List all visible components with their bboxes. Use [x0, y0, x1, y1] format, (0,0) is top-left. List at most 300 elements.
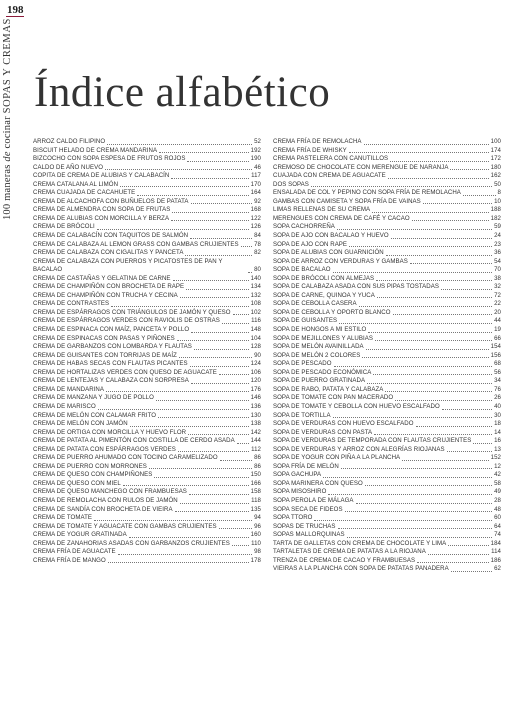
index-entry-title: CREMA DE CALABAZA CON CIGALITAS Y PANCETA — [33, 249, 184, 257]
dot-leader — [185, 255, 252, 256]
index-entry-title: CREMA DE ALUBIAS CON MORCILLA Y BERZA — [33, 214, 170, 222]
index-entry-page: 14 — [494, 428, 501, 436]
index-entry-title: CREMA FRÍA DE AGUACATE — [33, 548, 116, 556]
index-entry-title: CALDO DE AÑO NUEVO — [33, 163, 103, 171]
index-entry-page: 70 — [494, 266, 501, 274]
index-entry-title: ENSALADA DE COL Y PEPINO CON SOPA FRÍA DE REMOLACHA — [273, 189, 461, 197]
index-entry — [33, 514, 261, 523]
index-entry — [273, 292, 501, 301]
index-entry — [273, 369, 501, 378]
index-entry-title: BISCUIT HELADO DE CREMA MANDARINA — [33, 146, 158, 154]
index-entry-title: CUAJADA CON CREMA DE AGUACATE — [273, 172, 386, 180]
index-entry-title: CREMA DE CALABAZA CON PUERROS Y PICATOSTES DE PAN Y BACALAO — [33, 257, 223, 274]
dot-leader — [323, 477, 492, 478]
index-entry-page: 152 — [490, 454, 501, 462]
index-entry-page: 135 — [250, 505, 261, 513]
index-entry-title: SOPA GACHUPA — [273, 471, 322, 479]
index-entry — [273, 283, 501, 292]
running-title-connector: de — [2, 151, 13, 162]
index-entry-page: 94 — [254, 514, 261, 522]
dot-leader — [173, 280, 249, 281]
index-entry-page: 178 — [250, 556, 261, 564]
index-entry — [273, 540, 501, 549]
index-entry-page: 174 — [490, 146, 501, 154]
page-number: 198 — [7, 4, 24, 16]
dot-leader — [98, 409, 249, 410]
dot-leader — [159, 152, 249, 153]
running-title-prefix: 100 maneras — [2, 164, 13, 221]
index-entry — [273, 488, 501, 497]
index-entry — [33, 437, 261, 446]
dot-leader — [448, 545, 488, 546]
index-entry-title: CREMA DE TOMATE Y AGUACATE CON GAMBAS CRUJIENTES — [33, 522, 217, 530]
index-entry — [33, 275, 261, 284]
index-entry — [33, 360, 261, 369]
index-entry-title: LIMAS RELLENAS DE SU CREMA — [273, 206, 371, 214]
index-entry-page: 60 — [494, 514, 501, 522]
index-entry — [273, 360, 501, 369]
index-entry — [33, 394, 261, 403]
index-entry-page: 108 — [250, 300, 261, 308]
dot-leader — [372, 212, 489, 213]
index-entry-page: 160 — [250, 531, 261, 539]
index-entry-page: 58 — [494, 479, 501, 487]
index-entry-title: CREMA DE ORTIGA CON MORCILLA Y HUEVO FLOR — [33, 428, 187, 436]
index-entry-page: 92 — [254, 197, 261, 205]
index-entry — [33, 548, 261, 557]
dot-leader — [412, 220, 489, 221]
index-entry — [33, 386, 261, 395]
index-entry-page: 52 — [254, 138, 261, 145]
index-entry — [33, 488, 261, 497]
index-entry-page: 49 — [494, 488, 501, 496]
index-entry-page: 154 — [490, 343, 501, 351]
index-entry-page: 156 — [490, 351, 501, 359]
index-entry-page: 150 — [250, 471, 261, 479]
index-entry-title: CREMA FRÍA DE WHISKY — [273, 146, 347, 154]
index-entry — [33, 523, 261, 532]
index-entry-title: CREMA DE MANZANA Y JUGO DE POLLO — [33, 394, 154, 402]
index-entry-title: SOPA DE RABO, PATATA Y CALABAZA — [273, 385, 384, 393]
index-entry-title: SOPA DE PUERRO GRATINADA — [273, 377, 366, 385]
index-entry-page: 120 — [250, 377, 261, 385]
index-column-left — [33, 138, 261, 565]
index-entry-title: SOPA DE BACALAO — [273, 266, 331, 274]
index-entry-title: VIEIRAS A LA PLANCHA CON SOPA DE PATATAS PANADERA — [273, 565, 449, 573]
index-entry-page: 112 — [251, 445, 261, 453]
index-entry-title: SOPA DE MELÓN 2 COLORES — [273, 351, 361, 359]
dot-leader — [393, 314, 493, 315]
dot-leader — [97, 229, 249, 230]
index-entry-title: COPITA DE CREMA DE ALUBIAS Y CALABACÍN — [33, 172, 170, 180]
index-entry — [273, 403, 501, 412]
dot-leader — [191, 383, 249, 384]
dot-leader — [364, 144, 489, 145]
index-entry — [33, 189, 261, 198]
dot-leader — [447, 451, 492, 452]
index-entry-title: CREMA DE ESPÁRRAGOS CON TRIÁNGULOS DE JAMÓN Y QUESO — [33, 308, 231, 316]
index-entry — [273, 300, 501, 309]
index-entry-title: SOPA PEROLA DE MÁLAGA — [273, 496, 354, 504]
index-entry-page: 117 — [251, 172, 261, 180]
index-entry-page: 66 — [494, 334, 501, 342]
index-entry-page: 130 — [250, 411, 261, 419]
dot-leader — [233, 314, 249, 315]
running-header — [0, 0, 30, 719]
index-entry — [273, 531, 501, 540]
index-entry-title: SOPA TTORO — [273, 514, 313, 522]
dot-leader — [190, 238, 252, 239]
index-entry-page: 180 — [490, 163, 501, 171]
dot-leader — [187, 161, 248, 162]
index-entry — [33, 412, 261, 421]
dot-leader — [123, 485, 249, 486]
dot-leader — [423, 203, 492, 204]
index-entry — [273, 335, 501, 344]
index-entry — [33, 352, 261, 361]
index-entry — [33, 480, 261, 489]
dot-leader — [395, 400, 492, 401]
index-entry — [33, 292, 261, 301]
index-entry-page: 86 — [254, 462, 261, 470]
index-entry-page: 68 — [494, 360, 501, 368]
index-entry — [273, 394, 501, 403]
dot-leader — [362, 357, 488, 358]
index-entry-page: 144 — [250, 437, 261, 445]
index-entry — [33, 454, 261, 463]
index-entry — [273, 326, 501, 335]
page-title: Índice alfabético — [34, 69, 331, 116]
index-entry-page: 76 — [494, 385, 501, 393]
index-entry-page: 186 — [490, 556, 501, 564]
index-entry-page: 50 — [494, 180, 501, 188]
index-entry — [273, 181, 501, 190]
index-entry-title: CREMA DE CONTRASTES — [33, 300, 110, 308]
index-entry-page: 128 — [250, 343, 261, 351]
index-entry-page: 166 — [250, 479, 261, 487]
index-entry-title: SOPA DE PESCADO — [273, 360, 332, 368]
index-entry — [273, 258, 501, 267]
index-entry — [33, 429, 261, 438]
dot-leader — [367, 383, 492, 384]
index-entry — [33, 497, 261, 506]
index-entry-page: 136 — [250, 402, 261, 410]
dot-leader — [441, 289, 492, 290]
index-entry-title: CREMA DE MANDARINA — [33, 385, 104, 393]
index-entry — [33, 258, 261, 275]
index-entry-title: CREMA CUAJADA DE CACAHUETE — [33, 189, 136, 197]
index-entry — [33, 232, 261, 241]
index-entry — [273, 241, 501, 250]
index-entry-page: 12 — [494, 462, 501, 470]
index-entry — [273, 215, 501, 224]
index-entry — [273, 463, 501, 472]
dot-leader — [463, 195, 496, 196]
index-entry-title: CREMA DE LENTEJAS Y CALABAZA CON SORPRESA — [33, 377, 189, 385]
dot-leader — [366, 349, 489, 350]
index-entry-title: SOPA DE ALUBIAS CON GUARNICIÓN — [273, 249, 384, 257]
index-entry — [273, 523, 501, 532]
index-entry — [273, 266, 501, 275]
dot-leader — [172, 212, 248, 213]
dot-leader — [219, 374, 249, 375]
dot-leader — [137, 195, 248, 196]
dot-leader — [345, 511, 493, 512]
index-entry — [273, 223, 501, 232]
index-entry — [273, 506, 501, 515]
index-entry — [33, 506, 261, 515]
index-entry — [273, 249, 501, 258]
index-entry — [273, 565, 501, 574]
index-entry-title: SOPA DE MEJILLONES Y ALUBIAS — [273, 334, 373, 342]
index-entry-title: GAMBAS CON CAMISETA Y SOPA FRÍA DE VAINAS — [273, 197, 421, 205]
index-entry — [33, 198, 261, 207]
running-title-verb: cocinar — [2, 116, 13, 149]
index-entry-page: 142 — [250, 428, 261, 436]
index-entry-page: 72 — [494, 291, 501, 299]
index-entry-page: 56 — [494, 368, 501, 376]
index-entry — [273, 420, 501, 429]
index-entry — [273, 206, 501, 215]
index-entry-page: 140 — [250, 274, 261, 282]
index-entry-title: SOPA DE BRÓCOLI CON ALMEJAS — [273, 274, 375, 282]
index-entry-page: 80 — [254, 266, 261, 274]
index-entry-title: CREMA DE YOGUR GRATINADA — [33, 531, 127, 539]
page-number-rule — [6, 16, 24, 17]
index-entry-title: DOS SOPAS — [273, 180, 309, 188]
index-entry-page: 32 — [494, 283, 501, 291]
index-entry-page: 146 — [250, 394, 261, 402]
dot-leader — [106, 391, 249, 392]
index-entry-title: SOPA DE VERDURAS CON PASTA — [273, 428, 373, 436]
index-entry-page: 190 — [250, 155, 261, 163]
index-entry-page: 192 — [250, 146, 261, 154]
dot-leader — [94, 520, 252, 521]
dot-leader — [156, 400, 249, 401]
index-entry-title: MERENGUES CON CREMA DE CAFÉ Y CACAO — [273, 214, 410, 222]
index-entry — [273, 232, 501, 241]
index-entry-page: 104 — [250, 334, 261, 342]
index-entry — [33, 164, 261, 173]
index-entry-title: SOPA DE ARROZ CON VERDURAS Y GAMBAS — [273, 257, 408, 265]
dot-leader — [349, 246, 492, 247]
index-entry — [33, 463, 261, 472]
index-entry-page: 126 — [250, 223, 261, 231]
dot-leader — [388, 178, 489, 179]
index-entry-title: TARTA DE GALLETAS CON CREMA DE CHOCOLATE Y LIMA — [273, 539, 447, 547]
index-entry-title: CREMA DE CASTAÑAS Y GELATINA DE CARNE — [33, 274, 171, 282]
index-entry-title: CREMA DE QUESO CON MIEL — [33, 479, 121, 487]
index-entry-title: SOPA SECA DE FIDEOS — [273, 505, 343, 513]
index-entry-page: 188 — [490, 206, 501, 214]
index-entry-title: SOPA DE TORTILLA — [273, 411, 331, 419]
dot-leader — [311, 186, 492, 187]
index-entry — [273, 471, 501, 480]
index-entry-title: ARROZ CALDO FILIPINO — [33, 138, 106, 145]
dot-leader — [219, 528, 253, 529]
dot-leader — [220, 460, 252, 461]
index-entry-title: CREMA DE SANDÍA CON BROCHETA DE VIEIRA — [33, 505, 173, 513]
dot-leader — [237, 443, 249, 444]
dot-leader — [241, 246, 252, 247]
index-entry — [33, 241, 261, 250]
index-entry-title: CREMA DE BRÓCOLI — [33, 223, 95, 231]
index-entry-title: CREMA DE ESPINACA CON MAÍZ, PANCETA Y POLLO — [33, 326, 190, 334]
dot-leader — [154, 477, 248, 478]
index-entry — [33, 471, 261, 480]
index-entry-page: 124 — [250, 360, 261, 368]
index-entry-title: SOPA MARINERA CON QUESO — [273, 479, 363, 487]
dot-leader — [377, 297, 492, 298]
index-entry-page: 18 — [494, 420, 501, 428]
index-entry-page: 23 — [494, 240, 501, 248]
index-entry-title: SOPA DE VERDURAS CON HUEVO ESCALFADO — [273, 420, 414, 428]
index-entry-page: 138 — [250, 420, 261, 428]
index-entry-page: 116 — [251, 317, 261, 325]
index-entry-page: 19 — [494, 326, 501, 334]
dot-leader — [180, 297, 249, 298]
index-entry-title: CREMA DE REMOLACHA CON RULOS DE JAMÓN — [33, 496, 178, 504]
index-entry-title: SOPA CACHORREÑA — [273, 223, 335, 231]
index-entry-title: CREMA DE CALABACÍN CON TAQUITOS DE SALMÓN — [33, 232, 189, 240]
index-entry-title: SOPA DE HONGOS A MI ESTILO — [273, 326, 367, 334]
index-entry — [273, 514, 501, 523]
index-entry — [273, 386, 501, 395]
index-entry-title: SOPA DE CEBOLLA Y OPORTO BLANCO — [273, 308, 391, 316]
index-entry-page: 172 — [490, 155, 501, 163]
dot-leader — [341, 468, 492, 469]
index-entry-title: CREMA DE TOMATE — [33, 514, 92, 522]
index-entry-page: 36 — [494, 249, 501, 257]
index-entry-page: 13 — [494, 445, 501, 453]
index-entry-title: SOPA DE TOMATE Y CEBOLLA CON HUEVO ESCALFADO — [273, 402, 440, 410]
index-entry-page: 30 — [494, 411, 501, 419]
index-entry — [33, 283, 261, 292]
index-entry-page: 8 — [497, 189, 501, 197]
index-entry-title: SOPA DE YOGUR CON PIÑA A LA PLANCHA — [273, 454, 401, 462]
dot-leader — [416, 426, 493, 427]
index-entry — [33, 446, 261, 455]
index-entry-page: 118 — [251, 496, 261, 504]
index-entry — [33, 403, 261, 412]
index-entry-title: CREMA DE CHAMPIÑÓN CON TRUCHA Y CECINA — [33, 291, 178, 299]
index-entry-title: SOPAS MALLORQUINAS — [273, 531, 345, 539]
index-entry-page: 10 — [494, 197, 501, 205]
index-entry — [33, 309, 261, 318]
index-entry — [33, 155, 261, 164]
index-entry — [273, 377, 501, 386]
dot-leader — [108, 562, 249, 563]
dot-leader — [314, 520, 492, 521]
dot-leader — [402, 460, 489, 461]
index-entry-page: 40 — [494, 402, 501, 410]
dot-leader — [107, 144, 252, 145]
index-entry-page: 134 — [250, 283, 261, 291]
index-entry-title: CREMA DE MARISCO — [33, 402, 96, 410]
dot-leader — [120, 186, 249, 187]
dot-leader — [386, 255, 492, 256]
index-entry-title: CREMA DE HORTALIZAS VERDES CON QUESO DE AGUACATE — [33, 368, 217, 376]
index-entry-page: 114 — [491, 548, 501, 556]
index-entry-page: 74 — [494, 531, 501, 539]
dot-leader — [129, 537, 249, 538]
index-entry — [273, 352, 501, 361]
index-entry-page: 102 — [250, 308, 261, 316]
index-entry-title: CREMOSO DE CHOCOLATE CON MERENGUE DE NARANJA — [273, 163, 449, 171]
index-entry — [273, 198, 501, 207]
index-entry-page: 46 — [254, 163, 261, 171]
index-entry-page: 100 — [490, 138, 501, 145]
index-entry-title: TARTALETAS DE CREMA DE PATATAS A LA RIOJANA — [273, 548, 426, 556]
index-entry-title: SOPA DE VERDURAS Y ARROZ CON ALEGRÍAS RIOJANAS — [273, 445, 445, 453]
index-entry — [33, 377, 261, 386]
dot-leader — [347, 537, 493, 538]
index-entry-page: 170 — [250, 180, 261, 188]
index-entry-title: CREMA DE PATATA AL PIMENTÓN CON COSTILLA DE CERDO ASADA — [33, 437, 235, 445]
index-entry — [273, 147, 501, 156]
index-entry — [33, 138, 261, 147]
index-entry — [273, 446, 501, 455]
index-entry-title: SOPA DE VERDURAS DE TEMPORADA CON FLAUTAS CRUJIENTES — [273, 437, 472, 445]
dot-leader — [391, 238, 492, 239]
index-entry — [273, 412, 501, 421]
index-entry-title: CREMA DE GUISANTES CON TORRIJAS DE MAÍZ — [33, 351, 177, 359]
index-entry-title: SOPA DE AJO CON BACALAO Y HUEVO — [273, 232, 389, 240]
index-entry — [33, 147, 261, 156]
dot-leader — [111, 306, 249, 307]
dot-leader — [186, 289, 249, 290]
index-entry — [33, 317, 261, 326]
index-entry — [33, 181, 261, 190]
index-entry — [33, 223, 261, 232]
index-entry-title: BIZCOCHO CON SOPA ESPESA DE FRUTOS ROJOS — [33, 155, 186, 163]
dot-leader — [179, 357, 252, 358]
index-entry-page: 78 — [254, 240, 261, 248]
dot-leader — [149, 468, 252, 469]
index-entry-title: SOPA DE GUISANTES — [273, 317, 338, 325]
index-entry-page: 22 — [494, 300, 501, 308]
index-entry-title: CREMA DE CHAMPIÑÓN CON BROCHETA DE RAPE — [33, 283, 185, 291]
index-entry-title: TRENZA DE CREMA DE CACAO Y FRAMBUESAS — [273, 556, 416, 564]
index-entry-page: 44 — [494, 317, 501, 325]
index-entry — [273, 172, 501, 181]
dot-leader — [232, 545, 249, 546]
dot-leader — [410, 263, 492, 264]
index-entry-title: CREMA DE MELÓN CON JAMÓN — [33, 420, 128, 428]
dot-leader — [334, 366, 493, 367]
index-entry-title: CREMA CATALANA AL LIMÓN — [33, 180, 119, 188]
index-entry-page: 182 — [490, 214, 501, 222]
index-entry-title: CREMA DE ESPINACAS CON PASAS Y PIÑONES — [33, 334, 175, 342]
dot-leader — [376, 280, 492, 281]
index-entry-page: 110 — [251, 539, 261, 547]
index-entry — [273, 317, 501, 326]
index-entry-page: 16 — [494, 437, 501, 445]
index-entry-title: CREMA DE QUESO MANCHEGO CON FRAMBUESAS — [33, 488, 187, 496]
dot-leader — [333, 272, 493, 273]
index-entry-title: CREMA DE CALABAZA AL LEMON GRASS CON GAMBAS CRUJIENTES — [33, 240, 239, 248]
index-entry-title: CREMA FRÍA DE REMOLACHA — [273, 138, 362, 145]
index-entry-page: 98 — [254, 548, 261, 556]
index-entry — [273, 275, 501, 284]
index-entry — [33, 531, 261, 540]
index-entry — [33, 249, 261, 258]
index-entry-title: SOPA FRÍA DE MELÓN — [273, 462, 339, 470]
index-entry-title: CREMA DE ALMENDRA CON SOPA DE FRUTAS — [33, 206, 171, 214]
index-entry-page: 26 — [494, 394, 501, 402]
index-entry-page: 54 — [494, 257, 501, 265]
dot-leader — [349, 152, 489, 153]
